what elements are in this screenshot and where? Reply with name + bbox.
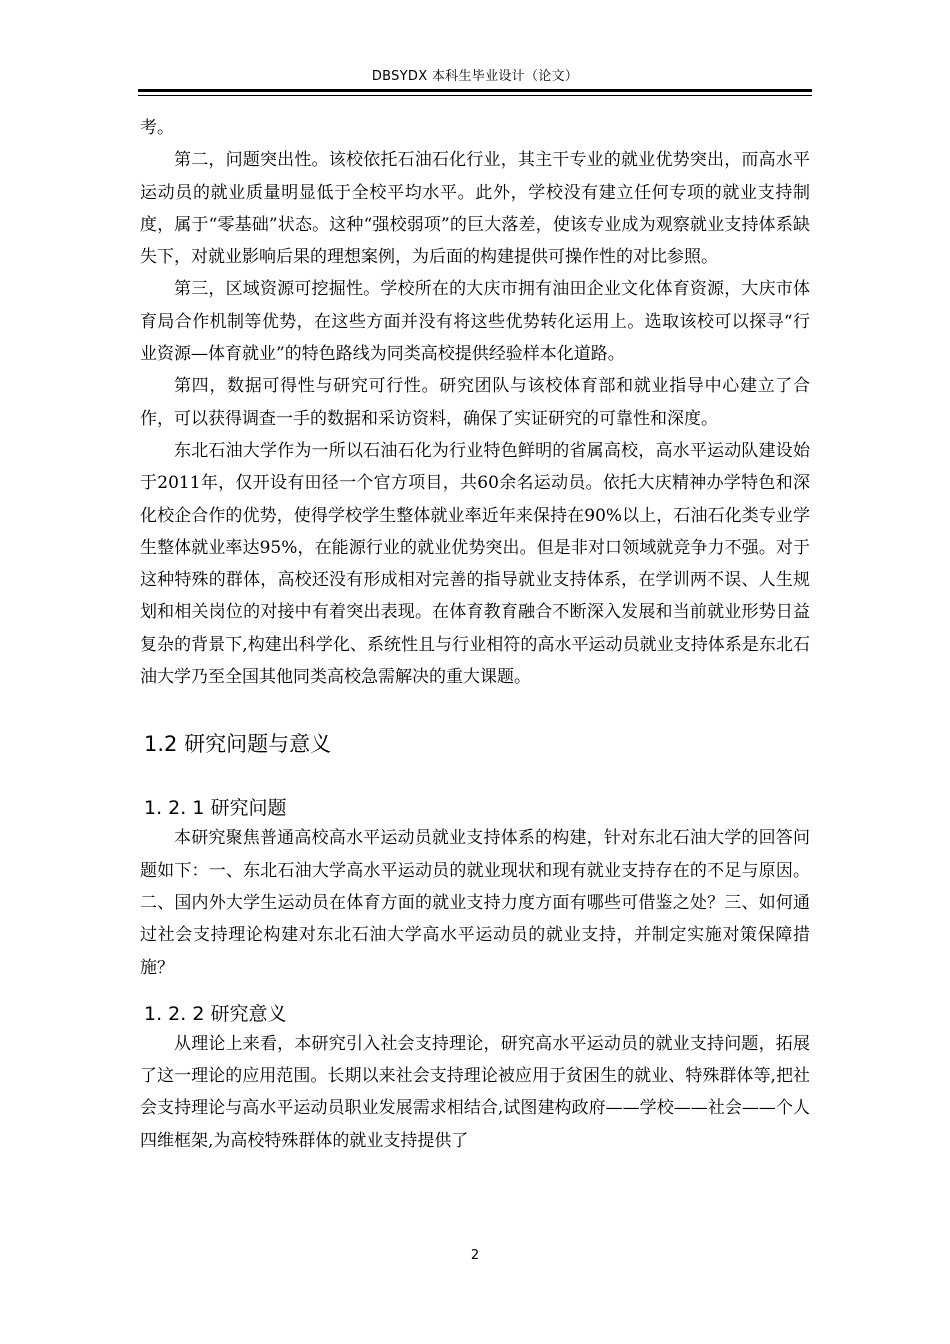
page-number: 2 bbox=[470, 1248, 480, 1263]
paragraph-research-significance: 从理论上来看，本研究引入社会支持理论，研究高水平运动员的就业支持问题，拓展了这一理论的应用范围。长期以来社会支持理论被应用于贫困生的就业、特殊群体等,把社会支持理论与高水平运动员职业发展需求相结合,试图建构政府——学校——社会——个人四维框架,为高校特殊群体的就业支持提供了 bbox=[140, 1033, 810, 1151]
paragraph-university-overview: 东北石油大学作为一所以石油石化为行业特色鲜明的省属高校，高水平运动队建设始于2011年，仅开设有田径一个官方项目，共60余名运动员。依托大庆精神办学特色和深化校企合作的优势，使得学校学生整体就业率近年来保持在90%以上，石油石化类专业学生整体就业率达95%，在能源行业的就业优势突出。但是非对口领域就竞争力不强。对于这种特殊的群体，高校还没有形成相对完善的指导就业支持体系，在学训两不误、人生规划和相关岗位的对接中有着突出表现。在体育教育融合不断深入发展和当前就业形势日益复杂的背景下,构建出科学化、系统性且与行业相符的高水平运动员就业支持体系是东北石油大学乃至全国其他同类高校急需解决的重大课题。 bbox=[140, 440, 810, 688]
header-rule-thin bbox=[138, 95, 812, 96]
page-body bbox=[140, 112, 810, 1157]
section-heading-1-2-1: 1. 2. 1 研究问题 bbox=[144, 797, 287, 820]
paragraph-problem-prominence: 第二，问题突出性。该校依托石油石化行业，其主干专业的就业优势突出，而高水平运动员的就业质量明显低于全校平均水平。此外，学校没有建立任何专项的就业支持制度，属于“零基础”状态。这种“强校弱项”的巨大落差，使该专业成为观察就业支持体系缺失下，对就业影响后果的理想案例，为后面的构建提供可操作性的对比参照。 bbox=[140, 150, 810, 268]
paragraph-data-feasibility: 第四，数据可得性与研究可行性。研究团队与该校体育部和就业指导中心建立了合作，可以获得调查一手的数据和采访资料，确保了实证研究的可靠性和深度。 bbox=[140, 376, 810, 429]
paragraph-regional-resources: 第三，区域资源可挖掘性。学校所在的大庆市拥有油田企业文化体育资源，大庆市体育局合作机制等优势，在这些方面并没有将这些优势转化运用上。选取该校可以探寻“行业资源—体育就业”的特色路线为同类高校提供经验样本化道路。 bbox=[140, 279, 810, 365]
running-header-title: DBSYDX 本科生毕业设计（论文） bbox=[371, 69, 579, 84]
section-heading-1-2-2: 1. 2. 2 研究意义 bbox=[144, 1002, 287, 1025]
header-rule-thick bbox=[138, 89, 812, 92]
paragraph-continuation: 考。 bbox=[140, 118, 174, 138]
section-heading-1-2: 1.2 研究问题与意义 bbox=[144, 732, 332, 757]
paragraph-research-questions: 本研究聚焦普通高校高水平运动员就业支持体系的构建，针对东北石油大学的回答问题如下：一、东北石油大学高水平运动员的就业现状和现有就业支持存在的不足与原因。二、国内外大学生运动员在体育方面的就业支持力度方面有哪些可借鉴之处？三、如何通过社会支持理论构建对东北石油大学高水平运动员的就业支持，并制定实施对策保障措施？ bbox=[140, 828, 810, 978]
